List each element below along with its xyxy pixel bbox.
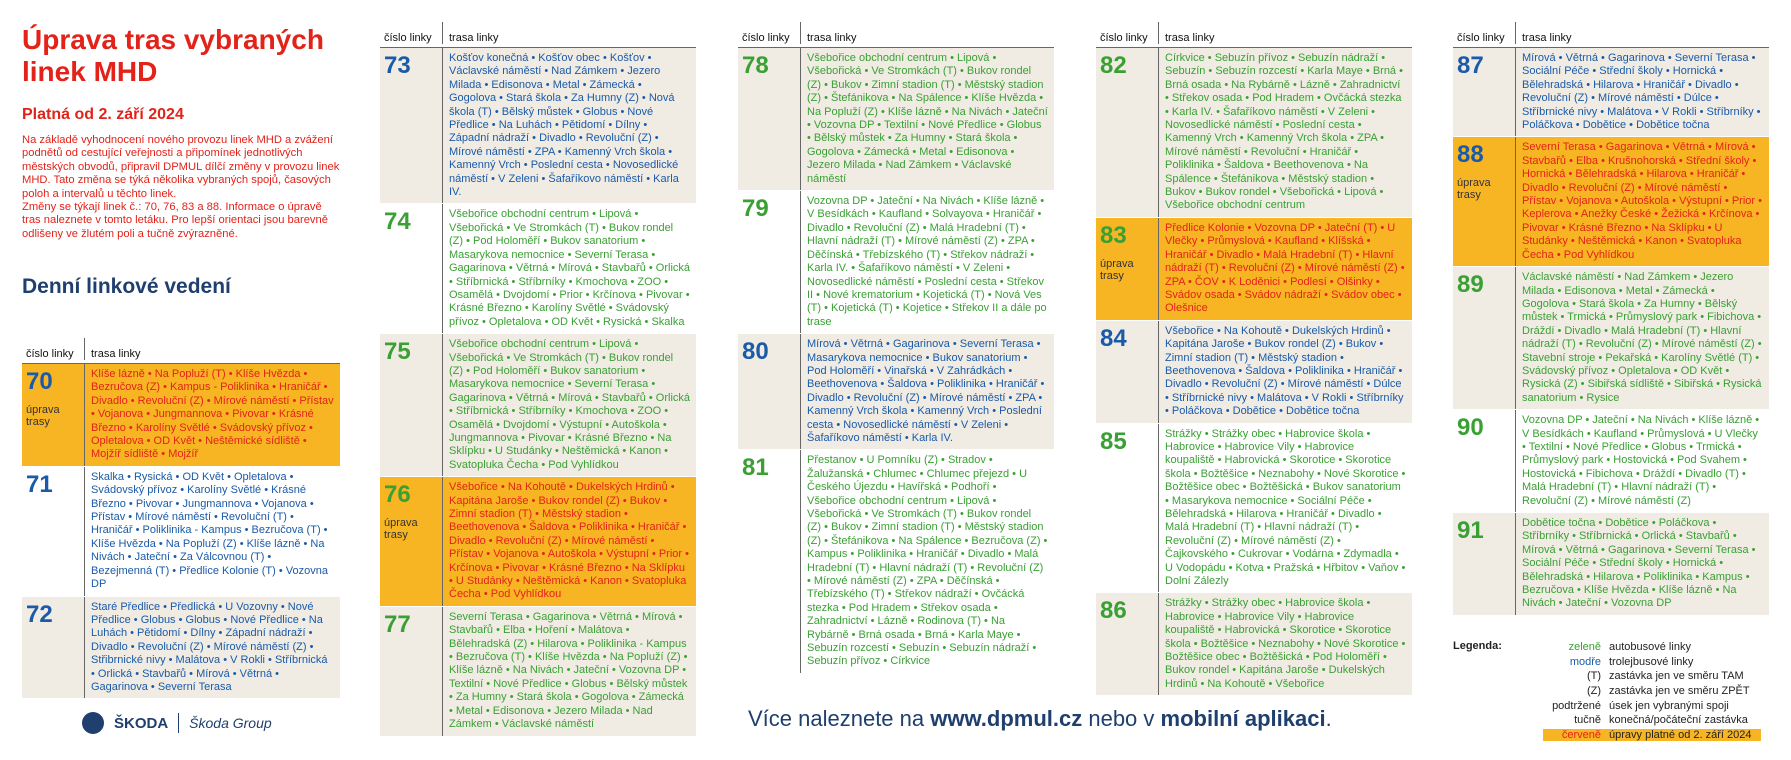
route-row-87 [1453,48,1769,137]
legend-item [1543,728,1761,743]
line-number: 81 [742,454,769,482]
route-change-note: úprava trasy [1100,257,1134,282]
route-row-85 [1096,424,1412,594]
route-stops: Klíše lázně • Na Popluží (T) • Klíše Hvězda • Bezručova (Z) • Kampus - Poliklinika • Hraničář • Divadlo • Revoluční (Z) • Mírové náměstí • Přístav • Vojanova • Jungmannova • Pivovar • Krásné Březno • Karolíny Světlé • Svádovský přívoz • Opletalova • OD Květ • Neštěmické sídliště • Mojžíř sídliště • Mojžíř [84,364,340,466]
table-header [738,28,1054,48]
route-stops: Všebořice obchodní centrum • Lipová • Všebořická • Ve Stromkách (T) • Bukov rondel (Z) • Pod Holoměří • Bukov sanatorium • Masarykova nemocnice • Severní Terasa • Gagarinova • Větrná • Mírová • Stavbařů • Orlická • Stříbrnická • Stříbrníky • Kmochova • ZOO • Osamělá • Dvojdomí • Prior • Krčínova • Pivovar • Krásné Březno • Karolíny Světlé • Svádovský přívoz • Opletalova • OD Květ • Rysická • Skalka [442,204,696,333]
route-row-80 [738,334,1054,450]
line-number: 77 [384,610,411,638]
route-row-84 [1096,321,1412,424]
intro-paragraph-1: Na základě vyhodnocení nového provozu linek MHD a zvážení podnětů od cestující veřejnosti a připomínek jednotlivých městských obvodů, připravil DPMUL dílčí změny v provozu linek MHD. Tato změna se týká několika vybraných spojů, časových poloh a intervalů u těchto linek. [22,134,340,200]
route-stops: Severní Terasa • Gagarinova • Větrná • Mírová • Stavbařů • Elba • Hoření • Malátova • Bělehradská (Z) • Hilarova • Poliklinika - Kampus • Bezručova (T) • Klíše Hvězda • Na Popluží (Z) • Klíše lázně • Na Nivách • Jateční • Vozovna DP • Textilní • Nové Předlice • Globus • Bělský můstek • Za Humny • Stará škola • Gogolova • Zámecká • Metal • Edisonova • Jezero Milada • Nad Zámkem • Václavské náměstí [442,607,696,736]
header-route: trasa linky [800,22,1054,44]
route-stops: Přestanov • U Pomníku (Z) • Stradov • Žalužanská • Chlumec • Chlumec přejezd • U Českého Újezdu • Havířská • Podhoří • Všebořice obchodní centrum • Lipová • Všebořická • Ve Stromkách (T) • Bukov rondel (Z) • Bukov • Zimní stadion (T) • Městský stadion (Z) • Štefánikova • Na Spálence • Bezručova (Z) • Kampus • Poliklinika • Hraničář • Divadlo • Malá Hradební (T) • Hlavní nádraží (T) • Revoluční (Z) • Mírové náměstí (Z) • ZPA • Děčínská • Třebízského (T) • Střekov nádraží • Ovčácká stezka • Pod Hradem • Střekov osada • Zahradnictví • Lázně • Rodinova (T) • Na Rybárně • Brná osada • Brná • Karla Maye • Sebuzín rozcestí • Sebuzín • Sebuzín nádraží • Sebuzín přívoz • Církvice [800,450,1054,673]
skoda-logo [82,712,272,734]
route-stops: Strážky • Strážky obec • Habrovice škola • Habrovice • Habrovice Vily • Habrovice koupaliště • Habrovická • Skorotice • Skorotice škola • Božtěšice • Neznabohy • Nové Skorotice • Božtěšice obec • Božtěšická • Pod Holoměří • Bukov rondel • Kapitána Jaroše • Dukelských Hrdinů • Na Kohoutě • Všebořice [1158,593,1412,695]
route-stops: Všebořice obchodní centrum • Lipová • Všebořická • Ve Stromkách (T) • Bukov rondel (Z) • Bukov • Zimní stadion (T) • Městský stadion (Z) • Štefánikova • Na Spálence • Klíše Hvězda • Na Popluží (Z) • Klíše lázně • Na Nivách • Jateční • Vozovna DP • Textilní • Nové Předlice • Globus • Bělský můstek • Za Humny • Stará škola • Gogolova • Zámecká • Metal • Edisonova • Jezero Milada • Nad Zámkem • Václavské náměstí [800,48,1054,190]
section-title: Denní linkové vedení [22,275,231,299]
table-header [1453,28,1769,48]
legend-key: zeleně [1568,641,1601,654]
route-row-91 [1453,513,1769,616]
header-line-number: číslo linky [26,348,74,360]
legend-value: zastávka jen ve směru ZPĚT [1609,685,1750,698]
route-row-89 [1453,267,1769,410]
line-number: 90 [1457,414,1484,442]
legend-value: konečná/počáteční zastávka [1609,714,1748,727]
table-header [22,344,340,364]
route-row-70 [22,364,340,467]
route-stops: Vozovna DP • Jateční • Na Nivách • Klíše lázně • V Besídkách • Kaufland • Solvayova • Hraničář • Divadlo • Revoluční (Z) • Malá Hradební (T) • Hlavní nádraží (T) • Mírové náměstí (Z) • ZPA • Děčínská • Třebízského (T) • Střekov nádraží • Karla IV. • Šafaříkovo náměstí • V Zeleni • Novosedlické náměstí • Poslední cesta • Střekov II • Nové krematorium • Kojetická (T) • Nová Ves (T) • Kojetická (T) • Kojetice • Střekov II a dále po trase [800,191,1054,333]
skoda-emblem-icon [82,712,104,734]
route-stops: Staré Předlice • Předlická • U Vozovny • Nové Předlice • Globus • Globus • Nové Předlice • Na Luhách • Pětidomí • Dílny • Západní nádraží • Divadlo • Revoluční (Z) • Mírové náměstí (Z) • Střibrnické nivy • Malátova • V Rokli • Stříbrnická • Orlická • Stavbařů • Mírová • Větrná • Gagarinova • Severní Terasa [84,597,340,699]
route-stops: Košťov konečná • Košťov obec • Košťov • Václavské náměstí • Nad Zámkem • Jezero Milada • Edisonova • Metal • Zámecká • Gogolova • Stará škola • Za Humny (Z) • Nová škola (T) • Bělský můstek • Globus • Nové Předlice • Na Luhách • Pětidomí • Dílny • Západní nádraží • Divadlo • Revoluční (Z) • Mírové náměstí • ZPA • Kamenný Vrch škola • Kamenný Vrch • Poslední cesta • Novosedlické náměstí • V Zeleni • Šafaříkovo náměstí • Karla IV. [442,48,696,203]
route-stops: Mírová • Větrná • Gagarinova • Severní Terasa • Masarykova nemocnice • Bukov sanatorium • Pod Holoměří • Vinařská • V Zahrádkách • Beethovenova • Šaldova • Poliklinika • Hraničář • Divadlo • Revoluční (Z) • Mírové náměstí • ZPA • Kamenný Vrch škola • Kamenný Vrch • Poslední cesta • Novosedlické náměstí • V Zeleni • Šafaříkovo náměstí • Karla IV. [800,334,1054,449]
legend-value: autobusové linky [1609,641,1691,654]
legend-value: úpravy platné od 2. září 2024 [1609,729,1761,741]
legend-key: červeně [1543,729,1609,741]
header-line-number: číslo linky [1457,32,1505,44]
legend-key: modře [1569,655,1601,668]
line-number: 71 [26,470,53,498]
legend-value: zastávka jen ve směru TAM [1609,670,1744,683]
legend-item [1543,655,1761,670]
route-row-86 [1096,593,1412,696]
route-row-81 [738,450,1054,674]
line-number: 76 úprava trasy [380,477,442,606]
route-change-note: úprava trasy [1457,177,1491,202]
more-info-text: Více naleznete na www.dpmul.cz nebo v mobilní aplikaci. [748,706,1332,731]
header-line-number: číslo linky [742,32,790,44]
route-stops: Všebořice obchodní centrum • Lipová • Všebořická • Ve Stromkách (T) • Bukov rondel (Z) • Pod Holoměří • Bukov sanatorium • Masarykova nemocnice • Severní Terasa • Gagarinova • Větrná • Mírová • Stavbařů • Orlická • Stříbrnická • Stříbrníky • Kmochova • ZOO • Osamělá • Dvojdomí • Výstupní • Autoškola • Jungmannova • Pivovar • Krásné Březno • Na Sklípku • U Studánky • Neštěmická • Kanon • Svatopluka Čecha • Pod Vyhlídkou [442,334,696,476]
line-number: 70 úprava trasy [22,364,84,466]
table-header [1096,28,1412,48]
line-number: 86 [1100,597,1127,625]
route-row-71 [22,467,340,597]
line-number: 78 [742,52,769,79]
legend-value: trolejbusové linky [1609,655,1694,668]
legend-item [1543,669,1761,684]
header-line-number: číslo linky [1100,32,1148,44]
line-number: 89 [1457,271,1484,299]
line-number: 79 [742,195,769,223]
legend-key: (T) [1586,670,1601,683]
legend-item [1543,684,1761,699]
route-row-83 [1096,218,1412,321]
route-stops: Severní Terasa • Gagarinova • Větrná • Mírová • Stavbařů • Elba • Krušnohorská • Střední školy • Hornická • Bělehradská • Hilarova • Hraničář • Divadlo • Revoluční (Z) • Mírové náměstí • Přístav • Vojanova • Autoškola • Výstupní • Prior • Keplerova • Anežky České • Žežická • Krčínova • Pivovar • Krásné Březno • Na Sklípku • U Studánky • Neštěmická • Kanon • Svatopluka Čecha • Pod Vyhlídkou [1515,137,1769,266]
line-number: 75 [384,338,411,366]
intro-paragraph-2: Změny se týkají linek č.: 70, 76, 83 a 88. Informace o úpravě tras naleznete v tomto letáku. Pro lepší orientaci jsou barevně odlišeny ve žlutém poli a tučně zvýrazněné. [22,201,328,240]
route-stops: Václavské náměstí • Nad Zámkem • Jezero Milada • Edisonova • Metal • Zámecká • Gogolova • Stará škola • Za Humny • Bělský můstek • Trmická • Průmyslový park • Fibichova • Dráždí • Divadlo • Malá Hradební (T) • Hlavní nádraží (T) • Revoluční (Z) • Mírové náměstí (Z) • Stavební stroje • Pekařská • Karolíny Světlé (T) • Svádovský přívoz • Opletalova • OD Květ • Rysická (Z) • Sibiřská sídliště • Sibiřská • Rysická sanatorium • Rysice [1515,267,1769,409]
line-number: 82 [1100,52,1127,79]
route-row-76 [380,477,696,607]
legend-value: úsek jen vybranými spoji [1609,699,1729,712]
page-title: Úprava tras vybraných linek MHD [22,24,324,87]
route-stops: Skalka • Rysická • OD Květ • Opletalova • Svádovský přívoz • Karolíny Světlé • Krásné Březno • Pivovar • Jungmannova • Vojanova • Přístav • Mírové náměstí • Revoluční (T) • Hraničář • Poliklinika - Kampus • Bezručova (T) • Klíše Hvězda • Na Popluží (Z) • Klíše lázně • Na Nivách • Jateční • Za Válcovnou (T) • Bezejmenná (T) • Předlice Kolonie (T) • Vozovna DP [84,467,340,596]
route-stops: Dobětice točna • Dobětice • Poláčkova • Stříbrníky • Stříbrnická • Orlická • Stavbařů • Mírová • Větrná • Gagarinova • Severní Terasa • Sociální Péče • Střední školy • Hornická • Bělehradská • Hilarova • Poliklinika • Kampus • Bezručova • Klíše Hvězda • Klíše lázně • Na Nivách • Jateční • Vozovna DP [1515,513,1769,615]
route-row-82 [1096,48,1412,218]
line-number: 80 [742,338,769,366]
route-row-78 [738,48,1054,191]
header-line-number: číslo linky [384,32,432,44]
table-header [380,28,696,48]
legend-key: podtržené [1552,699,1601,712]
route-row-79 [738,191,1054,334]
legend-item [1543,713,1761,728]
intro-section [22,24,340,299]
route-row-74 [380,204,696,334]
header-route: trasa linky [84,338,340,360]
logo-separator [178,713,179,733]
line-number: 87 [1457,52,1484,79]
route-stops: Předlice Kolonie • Vozovna DP • Jateční (T) • U Vlečky • Průmyslová • Kaufland • Klíšská • Hraničář • Divadlo • Malá Hradební (T) • Hlavní nádraží (T) • Revoluční (Z) • Mírové náměstí (Z) • ZPA • ČOV • K Loděnici • Podlesí • Olšinky • Svádov osada • Svádov nádraží • Svádov obec • Olešnice [1158,218,1412,320]
logo-group: Škoda Group [189,715,272,731]
route-table-column-2 [380,28,696,737]
website-link[interactable]: www.dpmul.cz [930,706,1083,731]
legend-item [1543,640,1761,655]
legend-title: Legenda: [1453,640,1502,652]
route-row-73 [380,48,696,204]
line-number: 91 [1457,517,1484,544]
line-number: 72 [26,600,53,628]
header-route: trasa linky [1158,22,1412,44]
route-change-note: úprava trasy [26,404,60,428]
route-stops: Mírová • Větrná • Gagarinova • Severní Terasa • Sociální Péče • Střední školy • Hornická • Bělehradská • Hilarova • Hraničář • Divadlo • Revoluční (Z) • Mírové náměstí • Dúlce • Stříbrnické nivy • Malátova • V Rokli • Stříbrníky • Poláčkova • Dobětice • Dobětice točna [1515,48,1769,136]
route-row-75 [380,334,696,477]
line-number: 73 [384,52,411,79]
route-row-90 [1453,410,1769,513]
line-number: 74 [384,208,411,236]
legend-item [1543,698,1761,713]
route-table-column-5 [1453,28,1769,616]
mobile-app-link[interactable]: mobilní aplikaci [1160,706,1326,731]
route-stops: Všebořice • Na Kohoutě • Dukelských Hrdinů • Kapitána Jaroše • Bukov rondel (Z) • Bukov • Zimní stadion (T) • Městský stadion • Beethovenova • Šaldova • Poliklinika • Hraničář • Divadlo • Revoluční (Z) • Mírové náměstí • Dúlce • Stříbrnické nivy • Malátova • V Rokli • Stříbrníky • Poláčkova • Dobětice • Dobětice točna [1158,321,1412,423]
header-route: trasa linky [442,22,696,44]
line-number: 84 [1100,324,1127,352]
route-row-72 [22,597,340,700]
route-stops: Vozovna DP • Jateční • Na Nivách • Klíše lázně • V Besídkách • Kaufland • Průmyslová • U Vlečky • Textilní • Nové Předlice • Globus • Trmická • Průmyslový park • Hostovická • Pod Svahem • Hostovická • Fibichova • Dráždí • Divadlo (T) • Malá Hradební (T) • Hlavní nádraží (T) • Revoluční (Z) • Mírové náměstí (Z) [1515,410,1769,512]
route-table-column-4 [1096,28,1412,696]
header-route: trasa linky [1515,22,1769,44]
legend-key: tučně [1574,714,1601,727]
line-number: 88 úprava trasy [1453,137,1515,266]
route-stops: Církvice • Sebuzín přívoz • Sebuzín nádraží • Sebuzín • Sebuzín rozcestí • Karla Maye • Brná • Brná osada • Na Rybárně • Lázně • Zahradnictví • Střekov osada • Pod Hradem • Ovčácká stezka • Karla IV. • Šafaříkovo náměstí • V Zeleni • Novosedlické náměstí • Poslední cesta • Kamenný Vrch • Kamenný Vrch škola • ZPA • Mírové náměstí • Revoluční • Hraničář • Poliklinika • Šaldova • Beethovenova • Na Spálence • Štefánikova • Městský stadion • Bukov • Bukov rondel • Všebořická • Lipová • Všebořice obchodní centrum [1158,48,1412,217]
route-stops: Všebořice • Na Kohoutě • Dukelských Hrdinů • Kapitána Jaroše • Bukov rondel (Z) • Bukov • Zimní stadion (T) • Městský stadion • Beethovenova • Šaldova • Poliklinika • Hraničář • Divadlo • Revoluční (Z) • Mírové náměstí • Přístav • Vojanova • Autoškola • Výstupní • Prior • Krčínova • Pivovar • Krásné Březno • Na Sklípku • U Studánky • Neštěmická • Kanon • Svatopluka Čecha • Pod Vyhlídkou [442,477,696,606]
legend-key: (Z) [1586,685,1601,698]
route-change-note: úprava trasy [384,517,418,542]
route-table-column-3 [738,28,1054,674]
valid-from: Platná od 2. září 2024 [22,106,184,123]
route-row-88 [1453,137,1769,267]
route-row-77 [380,607,696,737]
line-number: 83 úprava trasy [1096,218,1158,320]
line-number: 85 [1100,427,1127,455]
logo-brand: ŠKODA [114,714,169,732]
route-stops: Strážky • Strážky obec • Habrovice škola • Habrovice • Habrovice Vily • Habrovice koupaliště • Habrovická • Skorotice • Skorotice škola • Božtěšice • Neznabohy • Nové Skorotice • Božtěšice obec • Božtěšická • Bukov sanatorium • Masarykova nemocnice • Sociální Péče • Bělehradská • Hilarova • Hraničář • Divadlo • Malá Hradební (T) • Hlavní nádraží (T) • Revoluční (Z) • Mírové náměstí (Z) • Čajkovského • Cukrovar • Vodárna • Zdymadla • U Vodopádu • Kotva • Pražská • Hřbitov • Vaňov • Dolní Zálezly [1158,424,1412,593]
route-table-column-1 [22,344,340,699]
